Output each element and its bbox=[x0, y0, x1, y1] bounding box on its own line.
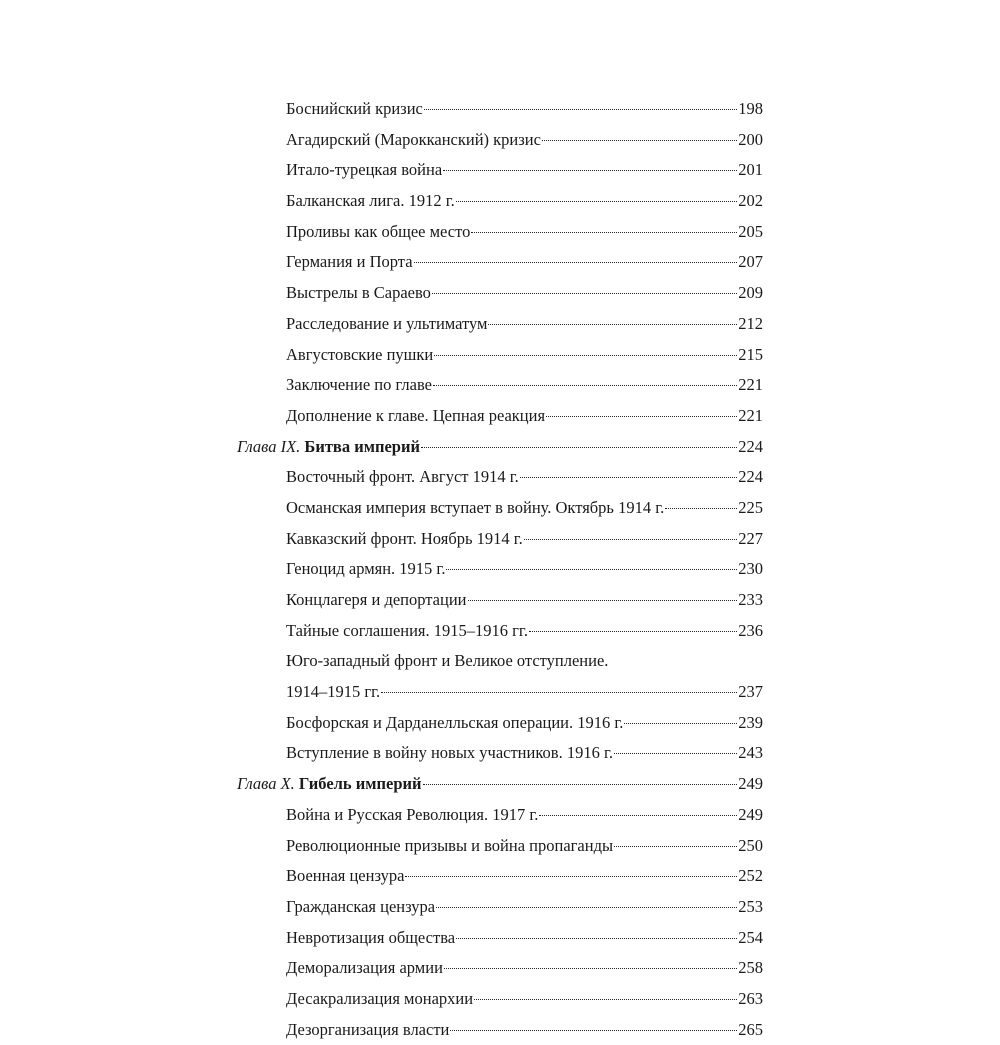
toc-entry[interactable] bbox=[0, 984, 1000, 1015]
dot-leader bbox=[434, 355, 737, 356]
toc-entry[interactable] bbox=[0, 493, 1000, 524]
dot-leader bbox=[539, 815, 737, 816]
toc-entry-title: Агадирский (Марокканский) кризис bbox=[286, 129, 541, 149]
page-number: 237 bbox=[738, 682, 763, 702]
page-number: 249 bbox=[738, 774, 763, 794]
toc-chapter-entry[interactable] bbox=[0, 769, 1000, 800]
toc-chapter-entry[interactable] bbox=[0, 432, 1000, 463]
dot-leader bbox=[450, 1030, 737, 1031]
toc-entry[interactable] bbox=[0, 309, 1000, 340]
toc-entry[interactable] bbox=[0, 953, 1000, 984]
toc-entry[interactable] bbox=[0, 462, 1000, 493]
page-number: 230 bbox=[738, 559, 763, 579]
dot-leader bbox=[614, 753, 737, 754]
chapter-number: Глава IX. bbox=[237, 436, 301, 456]
page-number: 239 bbox=[738, 712, 763, 732]
page-number: 236 bbox=[738, 620, 763, 640]
toc-entry[interactable] bbox=[0, 1015, 1000, 1045]
dot-leader bbox=[665, 508, 737, 509]
dot-leader bbox=[468, 600, 738, 601]
page-number: 201 bbox=[738, 160, 763, 180]
page-number: 258 bbox=[738, 958, 763, 978]
page-number: 205 bbox=[738, 221, 763, 241]
page-number: 200 bbox=[738, 129, 763, 149]
toc-entry-title: Вступление в войну новых участников. 1916 г. bbox=[286, 743, 613, 763]
dot-leader bbox=[432, 293, 737, 294]
dot-leader bbox=[456, 938, 737, 939]
page-number: 249 bbox=[738, 804, 763, 824]
dot-leader bbox=[624, 723, 737, 724]
dot-leader bbox=[405, 876, 737, 877]
toc-entry-title: Выстрелы в Сараево bbox=[286, 283, 431, 303]
toc-entry[interactable] bbox=[0, 340, 1000, 371]
page-number: 202 bbox=[738, 191, 763, 211]
toc-entry-title: Расследование и ультиматум bbox=[286, 313, 488, 333]
toc-entry[interactable] bbox=[0, 677, 1000, 708]
chapter-title: Гибель империй bbox=[298, 774, 422, 794]
page-number: 250 bbox=[738, 835, 763, 855]
toc-entry-title: Балканская лига. 1912 г. bbox=[286, 191, 455, 211]
dot-leader bbox=[542, 140, 737, 141]
dot-leader bbox=[456, 201, 737, 202]
dot-leader bbox=[443, 170, 737, 171]
toc-entry[interactable] bbox=[0, 155, 1000, 186]
toc-entry[interactable] bbox=[0, 616, 1000, 647]
page-number: 225 bbox=[738, 497, 763, 517]
page-number: 207 bbox=[738, 252, 763, 272]
toc-entry[interactable] bbox=[0, 708, 1000, 739]
toc-entry[interactable] bbox=[0, 125, 1000, 156]
chapter-number: Глава X. bbox=[237, 774, 295, 794]
table-of-contents bbox=[0, 94, 1000, 1045]
page-number: 265 bbox=[738, 1019, 763, 1039]
dot-leader bbox=[614, 846, 737, 847]
page-number: 221 bbox=[738, 405, 763, 425]
toc-entry[interactable] bbox=[0, 554, 1000, 585]
toc-entry[interactable] bbox=[0, 738, 1000, 769]
toc-entry[interactable] bbox=[0, 278, 1000, 309]
toc-entry[interactable] bbox=[0, 892, 1000, 923]
dot-leader bbox=[433, 385, 737, 386]
toc-entry-title: Революционные призывы и война пропаганды bbox=[286, 835, 614, 855]
dot-leader bbox=[423, 784, 738, 785]
page-number: 252 bbox=[738, 866, 763, 886]
toc-entry[interactable] bbox=[0, 370, 1000, 401]
toc-entry-title: Дезорганизация власти bbox=[286, 1019, 450, 1039]
page-number: 215 bbox=[738, 344, 763, 364]
toc-entry-title: Концлагеря и депортации bbox=[286, 590, 467, 609]
dot-leader bbox=[520, 477, 737, 478]
page-number: 254 bbox=[738, 927, 763, 947]
toc-entry-title: Османская империя вступает в войну. Октябрь 1914 г. bbox=[286, 497, 665, 517]
dot-leader bbox=[421, 447, 737, 448]
toc-entry-title: Проливы как общее место bbox=[286, 221, 471, 241]
toc-entry-title: Юго-западный фронт и Великое отступление. bbox=[286, 651, 609, 671]
toc-entry[interactable] bbox=[0, 94, 1000, 125]
toc-entry[interactable] bbox=[0, 831, 1000, 862]
toc-entry[interactable] bbox=[0, 401, 1000, 432]
dot-leader bbox=[446, 569, 737, 570]
dot-leader bbox=[488, 324, 737, 325]
toc-entry-title: Германия и Порта bbox=[286, 252, 413, 272]
page-number: 243 bbox=[738, 743, 763, 763]
page-number: 198 bbox=[738, 99, 763, 118]
toc-entry-title: Восточный фронт. Август 1914 г. bbox=[286, 467, 519, 487]
toc-entry-title: Дополнение к главе. Цепная реакция bbox=[286, 405, 546, 425]
page-number: 212 bbox=[738, 313, 763, 333]
toc-entry-title: 1914–1915 гг. bbox=[286, 682, 381, 702]
toc-entry-title bbox=[237, 432, 420, 463]
toc-entry-title: Невротизация общества bbox=[286, 927, 456, 947]
toc-entry-title: Августовские пушки bbox=[286, 344, 434, 364]
toc-entry-title: Деморализация армии bbox=[286, 958, 443, 978]
page-number: 221 bbox=[738, 375, 763, 395]
toc-entry-title: Война и Русская Революция. 1917 г. bbox=[286, 804, 539, 824]
dot-leader bbox=[381, 692, 737, 693]
dot-leader bbox=[436, 907, 737, 908]
chapter-title: Битва империй bbox=[304, 436, 420, 456]
toc-entry[interactable] bbox=[0, 217, 1000, 248]
page-number: 253 bbox=[738, 896, 763, 916]
toc-entry-title: Геноцид армян. 1915 г. bbox=[286, 559, 446, 579]
page-number: 224 bbox=[738, 436, 763, 456]
toc-entry[interactable] bbox=[0, 247, 1000, 278]
toc-entry-title: Десакрализация монархии bbox=[286, 988, 474, 1008]
toc-entry-title: Босфорская и Дарданелльская операции. 1916 г. bbox=[286, 712, 624, 732]
toc-entry-title: Боснийский кризис bbox=[286, 99, 423, 118]
dot-leader bbox=[444, 968, 737, 969]
toc-entry-title: Заключение по главе bbox=[286, 375, 432, 395]
page-number: 209 bbox=[738, 283, 763, 303]
toc-entry[interactable] bbox=[0, 186, 1000, 217]
toc-entry[interactable] bbox=[0, 861, 1000, 892]
toc-entry-title: Гражданская цензура bbox=[286, 896, 436, 916]
toc-entry[interactable] bbox=[0, 585, 1000, 616]
toc-entry-title bbox=[237, 769, 422, 800]
dot-leader bbox=[529, 631, 737, 632]
dot-leader bbox=[424, 109, 737, 110]
dot-leader bbox=[471, 232, 737, 233]
toc-entry[interactable] bbox=[0, 923, 1000, 954]
page-number: 224 bbox=[738, 467, 763, 487]
toc-entry-title: Кавказский фронт. Ноябрь 1914 г. bbox=[286, 528, 523, 548]
dot-leader bbox=[414, 262, 738, 263]
toc-entry[interactable] bbox=[0, 524, 1000, 555]
toc-entry[interactable] bbox=[0, 800, 1000, 831]
toc-entry-title: Итало-турецкая война bbox=[286, 160, 443, 180]
dot-leader bbox=[546, 416, 737, 417]
toc-entry-title: Тайные соглашения. 1915–1916 гг. bbox=[286, 620, 528, 640]
page-number: 263 bbox=[738, 988, 763, 1008]
toc-entry[interactable] bbox=[0, 646, 1000, 677]
page-number: 233 bbox=[738, 590, 763, 609]
page-number: 227 bbox=[738, 528, 763, 548]
dot-leader bbox=[524, 539, 737, 540]
toc-entry-title: Военная цензура bbox=[286, 866, 405, 886]
